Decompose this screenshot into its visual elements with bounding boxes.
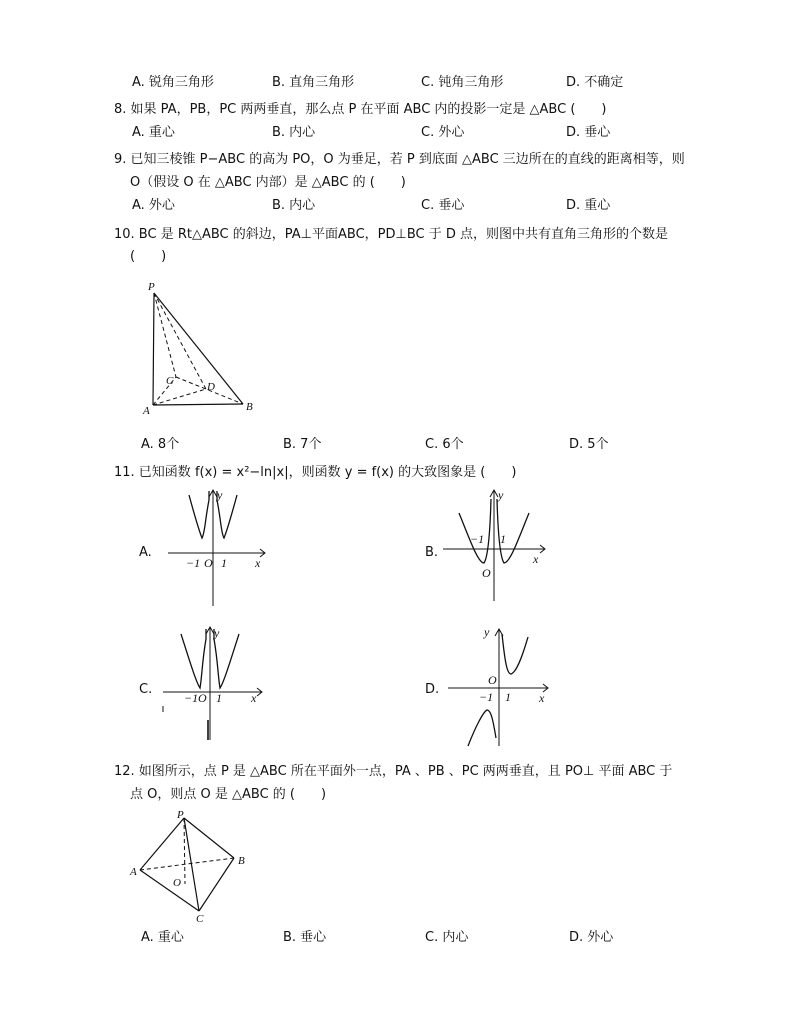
q7-option-c: C. 钝角三角形 <box>421 75 504 90</box>
q12-stem-line1: 12. 如图所示，点 P 是 △ABC 所在平面外一点，PA 、PB 、PC 两两垂直，且 PO⊥ 平面 ABC 于 <box>114 764 673 779</box>
origin-label: O <box>198 691 207 705</box>
q11-stem: 11. 已知函数 f(x) = x²−ln|x|，则函数 y = f(x) 的大致图象是 ( ) <box>114 465 517 480</box>
edge-pc <box>154 293 176 377</box>
tick-pos1: 1 <box>500 532 506 546</box>
graph-a-letter: A. <box>139 545 152 560</box>
tick-neg1: −1 <box>186 556 201 570</box>
tick-neg1: −1 <box>470 532 485 546</box>
label-c: C <box>196 913 204 925</box>
origin-label: O <box>488 673 497 687</box>
q8-stem: 8. 如果 PA，PB，PC 两两垂直，那么点 P 在平面 ABC 内的投影一定是 △ABC ( ) <box>114 102 607 117</box>
tick-pos1: 1 <box>505 690 511 704</box>
label-c: C <box>166 375 174 387</box>
edge-pa <box>140 818 184 870</box>
tick-pos1: 1 <box>216 691 222 705</box>
tick-neg1: −1 <box>479 690 494 704</box>
graph-c <box>160 622 270 744</box>
label-d: D <box>207 381 215 393</box>
edge-pb <box>184 818 234 858</box>
graph-d-letter: D. <box>425 682 440 697</box>
q7-option-b: B. 直角三角形 <box>272 75 355 90</box>
q9-option-a: A. 外心 <box>132 198 175 213</box>
q8-option-d: D. 垂心 <box>566 125 611 140</box>
curve-left <box>181 629 206 688</box>
graph-a <box>165 485 270 610</box>
q12-stem-line2: 点 O，则点 O 是 △ABC 的 ( ) <box>130 787 327 802</box>
edge-pd <box>154 293 206 389</box>
y-label: y <box>214 626 220 640</box>
q7-option-d: D. 不确定 <box>566 75 624 90</box>
segment-po <box>184 818 185 884</box>
label-b: B <box>246 401 253 413</box>
curve-left <box>189 491 209 538</box>
label-a: A <box>143 405 150 415</box>
q12-option-b: B. 垂心 <box>283 930 327 945</box>
q10-option-d: D. 5个 <box>569 437 609 452</box>
label-b: B <box>238 855 245 867</box>
edge-ab <box>140 858 234 870</box>
graph-b-letter: B. <box>425 545 439 560</box>
x-label: x <box>255 556 261 570</box>
graph-b <box>440 485 550 605</box>
q7-option-a: A. 锐角三角形 <box>132 75 214 90</box>
q12-option-d: D. 外心 <box>569 930 614 945</box>
label-o: O <box>173 877 181 889</box>
q10-stem-line1: 10. BC 是 Rt△ABC 的斜边，PA⊥平面ABC，PD⊥BC 于 D 点，则图中共有直角三角形的个数是 <box>114 227 668 242</box>
curve-right <box>497 499 529 563</box>
y-label: y <box>217 488 223 502</box>
q10-option-c: C. 6个 <box>425 437 464 452</box>
x-label: x <box>533 552 539 566</box>
q10-option-a: A. 8个 <box>141 437 180 452</box>
graph-d <box>445 622 553 750</box>
q10-option-b: B. 7个 <box>283 437 322 452</box>
q9-stem-line1: 9. 已知三棱锥 P−ABC 的高为 PO，O 为垂足，若 P 到底面 △ABC 三边所在的直线的距离相等，则 <box>114 152 685 167</box>
tick-pos1: 1 <box>221 556 227 570</box>
q10-stem-line2: ( ) <box>130 249 167 264</box>
curve-left <box>459 499 491 563</box>
origin-label: O <box>482 566 491 580</box>
curve-left <box>468 710 496 746</box>
label-a: A <box>130 866 137 878</box>
edge-bc <box>199 858 234 911</box>
y-label: y <box>484 625 490 639</box>
q8-option-b: B. 内心 <box>272 125 316 140</box>
label-p: P <box>148 281 155 293</box>
q9-option-d: D. 重心 <box>566 198 611 213</box>
edge-ab <box>153 404 243 405</box>
q10-pyramid-figure <box>140 280 265 415</box>
edge-pc <box>184 818 199 911</box>
q12-option-c: C. 内心 <box>425 930 469 945</box>
q12-option-a: A. 重心 <box>141 930 184 945</box>
edge-ad <box>153 389 206 405</box>
curve-right <box>502 634 528 674</box>
q8-option-c: C. 外心 <box>421 125 465 140</box>
q9-stem-line2: O（假设 O 在 △ABC 内部）是 △ABC 的 ( ) <box>130 175 406 190</box>
q9-option-b: B. 内心 <box>272 198 316 213</box>
x-label: x <box>251 691 257 705</box>
origin-label: O <box>204 556 213 570</box>
edge-pa <box>153 293 154 405</box>
x-label: x <box>539 691 545 705</box>
edge-ac <box>140 870 199 911</box>
y-label: y <box>498 488 504 502</box>
q9-option-c: C. 垂心 <box>421 198 465 213</box>
q12-tetrahedron-figure <box>125 808 255 926</box>
q8-option-a: A. 重心 <box>132 125 175 140</box>
label-p: P <box>177 809 184 821</box>
graph-c-letter: C. <box>139 682 153 697</box>
tick-neg1: −1 <box>184 691 199 705</box>
